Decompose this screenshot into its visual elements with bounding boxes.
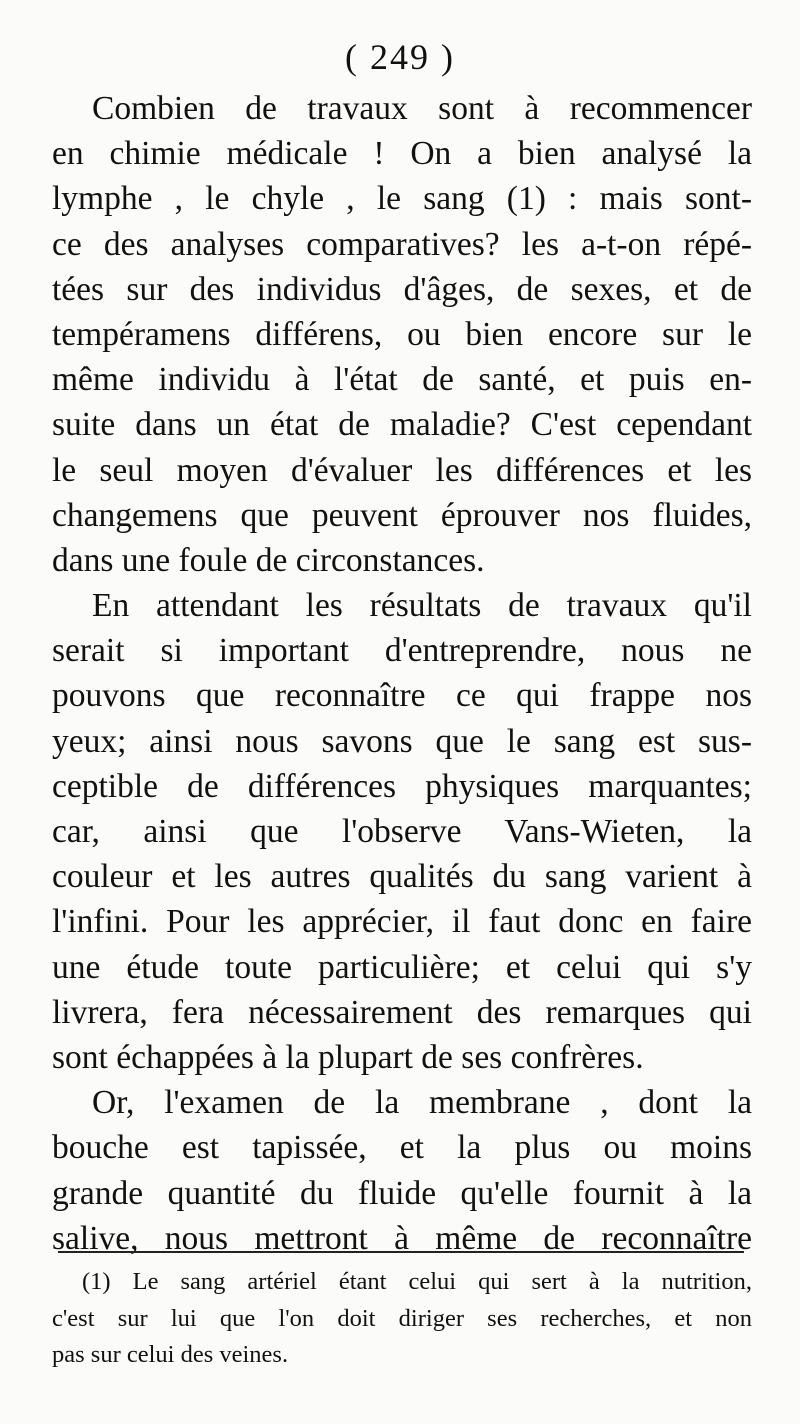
paragraph [52, 86, 752, 583]
text-line: l'infini. Pour les apprécier, il faut donc en faire [52, 903, 752, 941]
text-line: grande quantité du fluide qu'elle fournit à la [52, 1174, 752, 1212]
text-line: bouche est tapissée, et la plus ou moins [52, 1129, 752, 1167]
text-line: même individu à l'état de santé, et puis en- [52, 361, 752, 399]
text-line: Combien de travaux sont à recommencer [92, 90, 752, 127]
text-line: ce des analyses comparatives? les a-t-on répé- [52, 225, 752, 263]
text-line: yeux; ainsi nous savons que le sang est sus- [52, 722, 752, 760]
text-line: ceptible de différences physiques marquantes; [52, 767, 752, 805]
paragraph [52, 1080, 752, 1261]
footnote [52, 1264, 752, 1374]
footnote-divider [58, 1251, 744, 1253]
footnote-line: pas sur celui des veines. [52, 1341, 289, 1368]
body-text [52, 86, 752, 1261]
text-line: sont échappées à la plupart de ses confrères. [52, 1038, 644, 1076]
text-line: Or, l'examen de la membrane , dont la [92, 1084, 752, 1122]
text-line: serait si important d'entreprendre, nous ne [52, 632, 752, 670]
text-line: en chimie médicale ! On a bien analysé la [52, 135, 752, 173]
text-line: tées sur des individus d'âges, de sexes, et de [52, 270, 752, 308]
paragraph [52, 583, 752, 1080]
text-line: pouvons que reconnaître ce qui frappe nos [52, 677, 752, 715]
page-number: ( 249 ) [345, 37, 455, 77]
text-line: une étude toute particulière; et celui qui s'y [52, 948, 752, 986]
text-line: En attendant les résultats de travaux qu'il [92, 587, 752, 625]
footnote-line: c'est sur lui que l'on doit diriger ses recherches, et non [52, 1304, 752, 1332]
text-line: car, ainsi que l'observe Vans-Wieten, la [52, 813, 752, 850]
text-line: dans une foule de circonstances. [52, 541, 485, 579]
text-line: couleur et les autres qualités du sang varient à [52, 858, 752, 896]
text-line: lymphe , le chyle , le sang (1) : mais sont- [52, 180, 752, 218]
footnote-line: (1) Le sang artériel étant celui qui sert à la nutrition, [82, 1268, 752, 1295]
text-line: salive, nous mettront à même de reconnaître [52, 1219, 752, 1257]
text-line: livrera, fera nécessairement des remarques qui [52, 993, 752, 1031]
text-line: changemens que peuvent éprouver nos fluides, [52, 496, 752, 534]
text-line: tempéramens différens, ou bien encore sur le [52, 315, 752, 353]
text-line: suite dans un état de maladie? C'est cependant [52, 406, 752, 444]
text-line: le seul moyen d'évaluer les différences et les [52, 451, 752, 489]
